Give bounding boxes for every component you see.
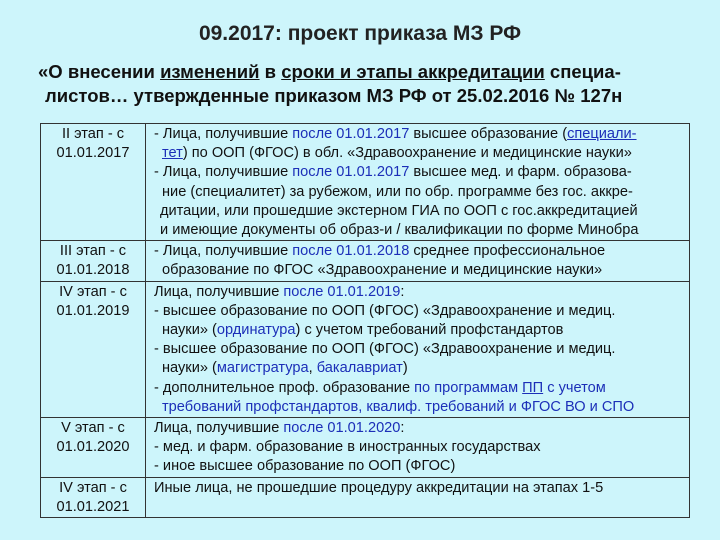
stage-cell: II этап - с 01.01.2017 <box>41 124 146 241</box>
stage-cell: IV этап - с 01.01.2019 <box>41 281 146 417</box>
accreditation-stages-table <box>40 123 690 518</box>
description-cell: Лица, получившие после 01.01.2019: - высшее образование по ООП (ФГОС) «Здравоохранение и медиц. науки» (ординатура) с учетом требований профстандартов - высшее образование по ООП (ФГОС) «Здравоохранение и медиц. науки» (магистратура, бакалавриат) - дополнительное проф. образование по программам ПП с учетом требований профстандартов, квалиф. требований и ФГОС ВО и СПО <box>146 281 690 417</box>
table-row <box>41 477 690 517</box>
table-row <box>41 241 690 281</box>
stage-cell: IV этап - с 01.01.2021 <box>41 477 146 517</box>
page-title: 09.2017: проект приказа МЗ РФ <box>198 22 522 45</box>
subtitle-line-1: «О внесении изменений в сроки и этапы аккредитации специа- <box>38 61 621 82</box>
table-row <box>41 418 690 478</box>
table-row <box>41 124 690 241</box>
stage-cell: V этап - с 01.01.2020 <box>41 418 146 478</box>
stage-cell: III этап - с 01.01.2018 <box>41 241 146 281</box>
description-cell: - Лица, получившие после 01.01.2018 среднее профессиональное образование по ФГОС «Здравоохранение и медицинские науки» <box>146 241 690 281</box>
description-cell: Иные лица, не прошедшие процедуру аккредитации на этапах 1-5 <box>146 477 690 517</box>
subtitle-line-2: листов… утвержденные приказом МЗ РФ от 25.02.2016 № 127н <box>45 85 623 106</box>
description-cell: Лица, получившие после 01.01.2020: - мед. и фарм. образование в иностранных государствах - иное высшее образование по ООП (ФГОС) <box>146 418 690 478</box>
description-cell: - Лица, получившие после 01.01.2017 высшее образование (специали- тет) по ООП (ФГОС) в обл. «Здравоохранение и медицинские науки» - Лица, получившие после 01.01.2017 высшее мед. и фарм. образова- ние (специалитет) за рубежом, или по обр. программе без гос. аккре- дитации, или прошедшие экстерном ГИА по ООП с гос.аккредитацией и имеющие документы об образ-и / квалификации по форме Минобра <box>146 124 690 241</box>
subtitle <box>38 60 698 108</box>
table-row <box>41 281 690 417</box>
